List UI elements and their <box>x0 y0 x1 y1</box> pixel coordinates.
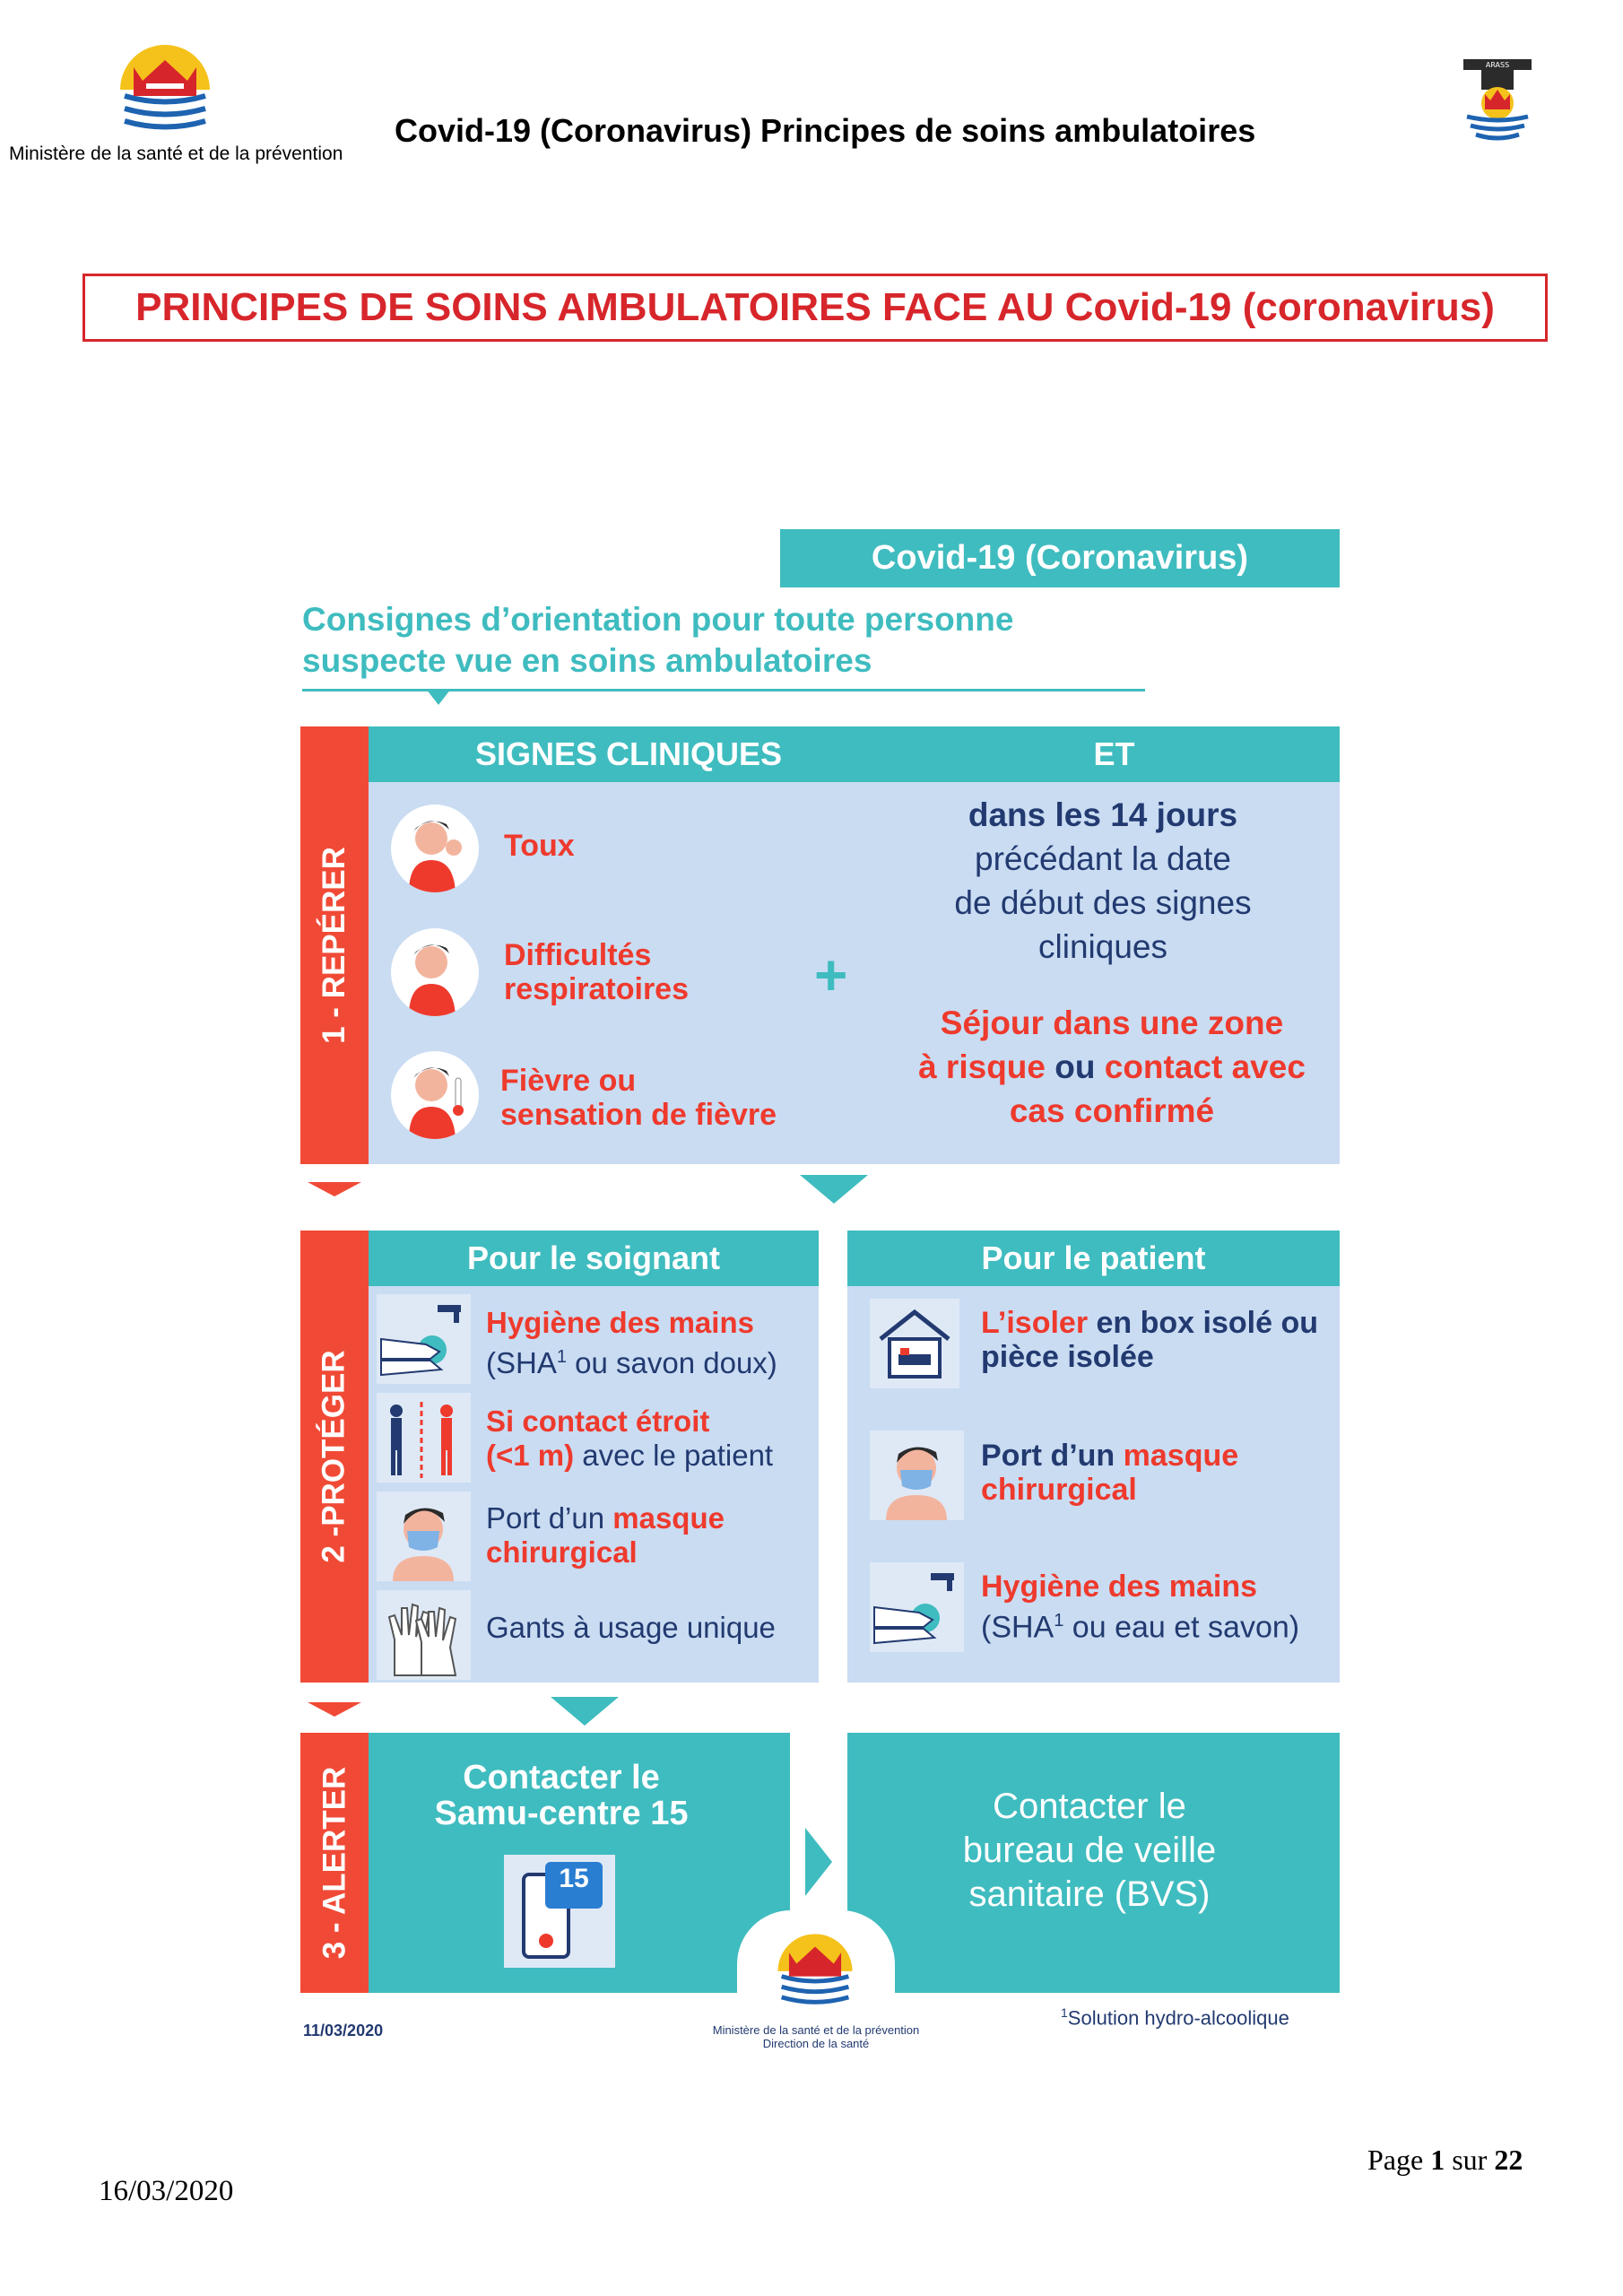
section-repere-label: 1 - REPÉRER <box>300 726 369 1164</box>
symptom-fievre: Fièvre ou sensation de fièvre <box>500 1064 777 1132</box>
patient-masque: Port d’un masque chirurgical <box>981 1439 1239 1507</box>
arrow-red-1 <box>308 1182 361 1196</box>
samu-text: Contacter le Samu-centre 15 <box>434 1759 689 1832</box>
handwash-icon <box>377 1294 471 1384</box>
patient-handwash-icon <box>870 1562 964 1652</box>
soignant-gants: Gants à usage unique <box>486 1611 776 1644</box>
patient-mask-icon <box>870 1431 964 1520</box>
cough-person-icon <box>391 804 479 892</box>
infographic-date: 11/03/2020 <box>303 2022 384 2039</box>
pour-le-soignant-header: Pour le soignant <box>369 1231 819 1286</box>
mask-person-icon <box>377 1492 471 1581</box>
document-title: PRINCIPES DE SOINS AMBULATOIRES FACE AU Covid-19 (coronavirus) <box>135 285 1495 329</box>
symptom-toux: Toux <box>504 829 575 863</box>
fourteen-days-text: dans les 14 jours précédant la date de début des signes cliniques <box>954 796 1252 965</box>
soignant-hygiene: Hygiène des mains (SHA$^1$ ou savon doux) <box>486 1306 777 1379</box>
arrow-right <box>805 1828 832 1896</box>
svg-text:ARASS: ARASS <box>1485 61 1510 69</box>
fever-person-icon <box>391 1051 479 1139</box>
header-title: Covid-19 (Coronavirus) Principes de soins ambulatoires <box>395 112 1256 149</box>
page-number: Page 1 sur 22 <box>1367 2144 1523 2176</box>
patient-isoler: L’isoler en box isolé ou pièce isolée <box>981 1306 1318 1374</box>
risk-zone-text: Séjour dans une zone à risque ou contact avec cas confirmé <box>918 1004 1306 1129</box>
section-proteger-label: 2 -PROTÉGER <box>300 1231 369 1683</box>
center-ministry-text: Ministère de la santé et de la prévention Direction de la santé <box>712 2023 920 2050</box>
center-ministry-logo <box>771 1930 859 2020</box>
arrow-teal-2 <box>551 1697 619 1726</box>
soignant-contact: Si contact étroit (<1 m) avec le patient <box>486 1405 774 1472</box>
arrow-red-2 <box>308 1702 361 1717</box>
arrow-teal-1 <box>800 1175 868 1204</box>
signes-cliniques-header: SIGNES CLINIQUES <box>369 726 889 782</box>
gloves-icon <box>377 1590 471 1680</box>
breathing-person-icon <box>391 928 479 1016</box>
ministry-logo <box>112 40 218 148</box>
patient-hygiene: Hygiène des mains (SHA$^1$ ou eau et savon) <box>981 1570 1300 1645</box>
document-title-box <box>82 274 1548 342</box>
section-alerter-label: 3 - ALERTER <box>300 1733 369 1993</box>
distance-people-icon <box>377 1393 471 1483</box>
document-date: 16/03/2020 <box>99 2175 234 2207</box>
arass-logo <box>1460 54 1535 148</box>
footnote: $^1$Solution hydro-alcoolique <box>1061 2005 1289 2030</box>
consignes-subtitle <box>302 599 1181 682</box>
bvs-text: Contacter le bureau de veille sanitaire (BVS) <box>962 1787 1217 1914</box>
isolation-house-icon <box>870 1299 959 1388</box>
subtitle-line-2: suspecte vue en soins ambulatoires <box>302 642 872 679</box>
phone-15-icon <box>504 1855 615 1968</box>
covid-banner: Covid-19 (Coronavirus) <box>780 529 1340 587</box>
subtitle-pointer <box>426 689 451 705</box>
phone-badge-15: 15 <box>559 1864 589 1893</box>
pour-le-patient-header: Pour le patient <box>847 1231 1340 1286</box>
et-header: ET <box>889 726 1340 782</box>
subtitle-line-1: Consignes d’orientation pour toute personne <box>302 601 1014 638</box>
symptom-difficultes: Difficultés respiratoires <box>504 938 689 1006</box>
soignant-masque: Port d’un masque chirurgical <box>486 1501 725 1569</box>
plus-sign: + <box>814 943 848 1007</box>
ministry-name: Ministère de la santé et de la prévention <box>9 144 343 164</box>
